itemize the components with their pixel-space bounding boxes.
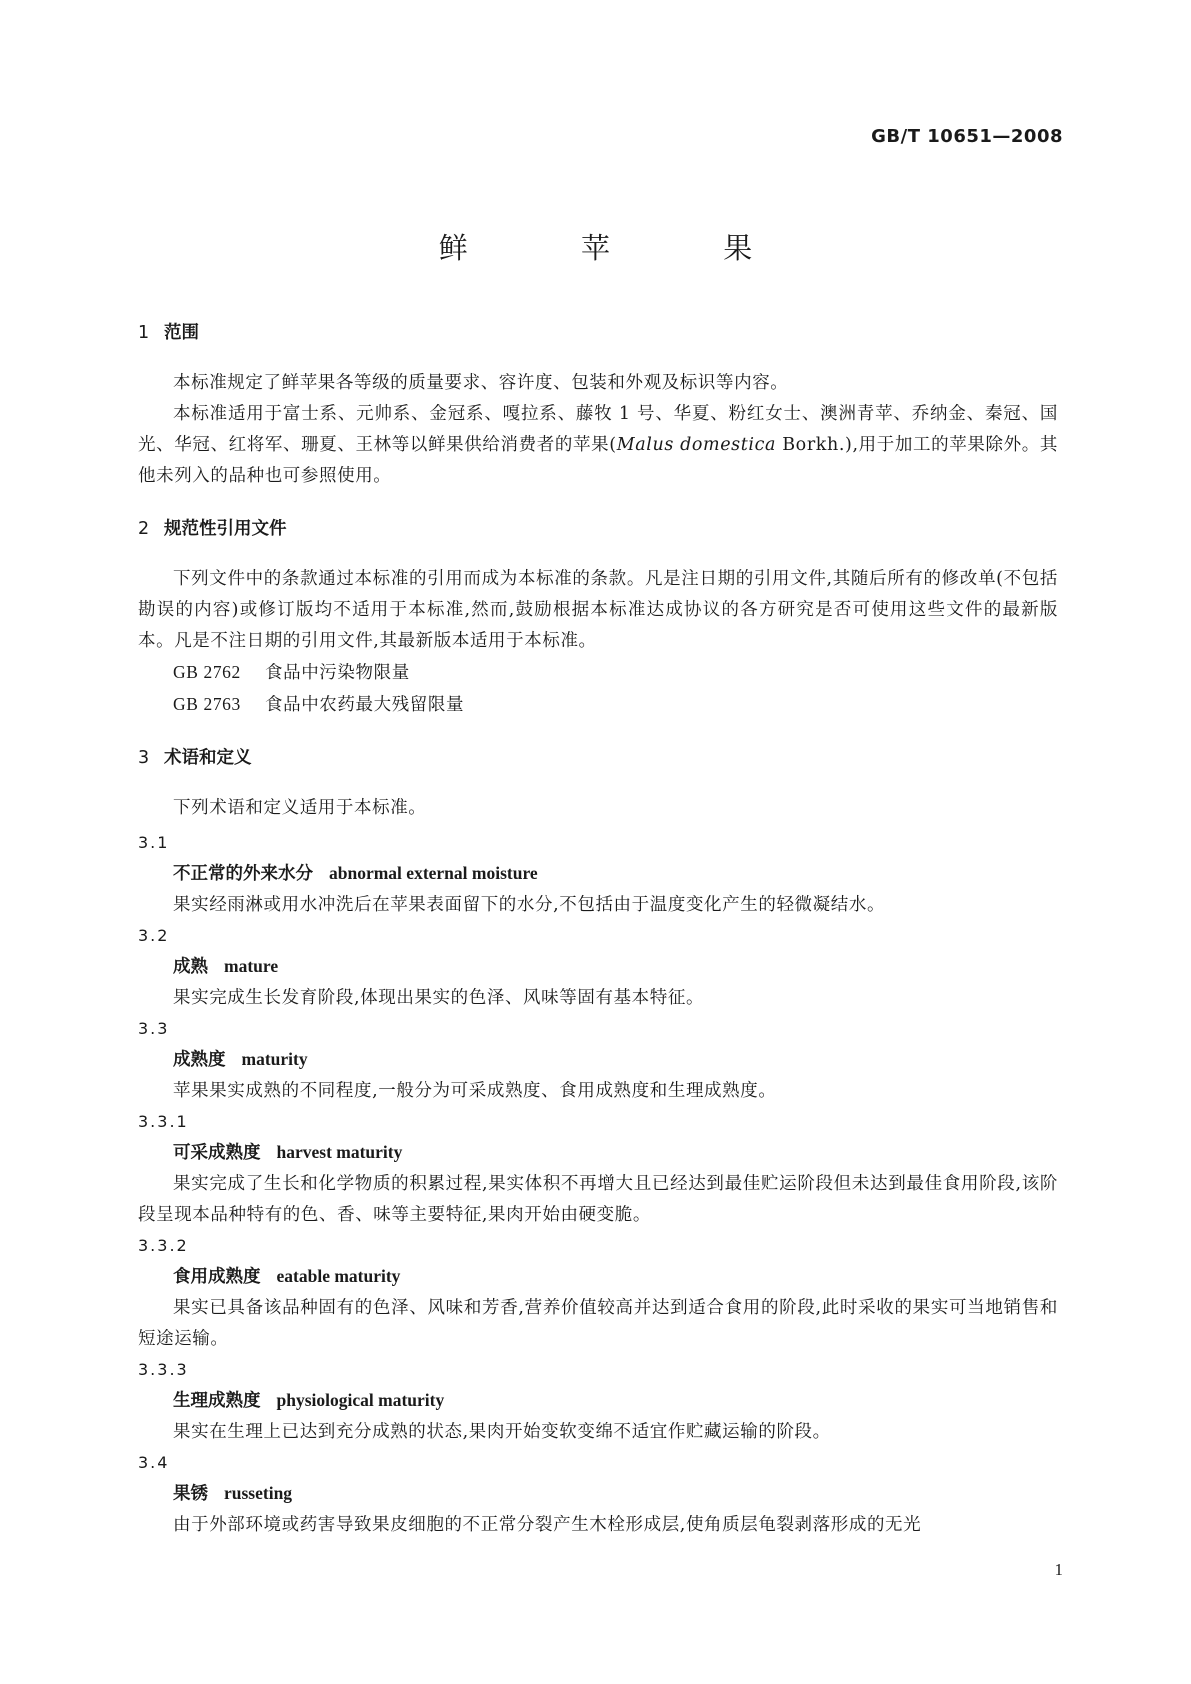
term-name — [138, 1137, 1058, 1169]
term-number: 3.3.2 — [138, 1236, 189, 1255]
section-title: 术语和定义 — [164, 748, 252, 768]
document-title: 鲜 苹 果 — [438, 231, 805, 265]
reference-title: 食品中污染物限量 — [265, 663, 410, 683]
term-definition: 果实经雨淋或用水冲洗后在苹果表面留下的水分,不包括由于温度变化产生的轻微凝结水。 — [173, 895, 886, 915]
term-zh: 可采成熟度 — [173, 1143, 261, 1163]
term-number: 3.4 — [138, 1453, 170, 1472]
paragraph: 本标准规定了鲜苹果各等级的质量要求、容许度、包装和外观及标识等内容。 — [173, 373, 789, 393]
term-name — [138, 1044, 1058, 1076]
paragraph-text: 本标准适用于富士系、元帅系、金冠系、嘎拉系、藤牧 1 号、华夏、粉红女士、澳洲青苹、乔纳金、秦冠、国光、华冠、红将军、珊夏、王林等以鲜果供给消费者的苹果( — [138, 404, 1058, 455]
term-en: harvest maturity — [276, 1142, 403, 1162]
page-number: 1 — [1054, 1560, 1063, 1579]
paragraph-text: Borkh.),用于加工的苹果除外。其他未列入的品种也可参照使用。 — [138, 435, 1058, 486]
term-entry — [138, 1231, 1058, 1355]
term-definition: 果实在生理上已达到充分成熟的状态,果肉开始变软变绵不适宜作贮藏运输的阶段。 — [173, 1422, 831, 1442]
paragraph: 下列术语和定义适用于本标准。 — [173, 798, 427, 818]
reference-code: GB 2762 — [173, 662, 241, 682]
standard-code: GB/T 10651—2008 — [871, 126, 1063, 147]
term-entry — [138, 1107, 1058, 1231]
term-number: 3.3 — [138, 1019, 170, 1038]
term-name — [138, 858, 1058, 890]
term-definition: 果实完成生长发育阶段,体现出果实的色泽、风味等固有基本特征。 — [173, 988, 705, 1008]
term-entry — [138, 828, 1058, 921]
term-zh: 不正常的外来水分 — [173, 864, 313, 884]
term-en: eatable maturity — [276, 1266, 401, 1286]
term-zh: 生理成熟度 — [173, 1391, 261, 1411]
section-number: 2 — [138, 519, 150, 539]
term-entry — [138, 1355, 1058, 1448]
term-en: russeting — [224, 1483, 293, 1503]
term-en: abnormal external moisture — [329, 863, 538, 883]
term-name — [138, 1385, 1058, 1417]
paragraph — [138, 399, 1058, 492]
term-definition: 苹果果实成熟的不同程度,一般分为可采成熟度、食用成熟度和生理成熟度。 — [173, 1081, 777, 1101]
term-definition: 果实完成了生长和化学物质的积累过程,果实体积不再增大且已经达到最佳贮运阶段但未达到最佳食用阶段,该阶段呈现本品种特有的色、香、味等主要特征,果肉开始由硬变脆。 — [138, 1174, 1058, 1225]
section-2-heading — [138, 516, 1058, 542]
term-entry — [138, 921, 1058, 1014]
reference-title: 食品中农药最大残留限量 — [265, 695, 465, 715]
term-number: 3.1 — [138, 833, 170, 852]
paragraph: 下列文件中的条款通过本标准的引用而成为本标准的条款。凡是注日期的引用文件,其随后所有的修改单(不包括勘误的内容)或修订版均不适用于本标准,然而,鼓励根据本标准达成协议的各方研究是否可使用这些文件的最新版本。凡是不注日期的引用文件,其最新版本适用于本标准。 — [138, 569, 1058, 651]
term-zh: 成熟 — [173, 957, 208, 977]
latin-name: Malus domestica — [616, 435, 777, 455]
term-name — [138, 1261, 1058, 1293]
term-entry — [138, 1014, 1058, 1107]
term-en: physiological maturity — [276, 1390, 445, 1410]
reference-item — [138, 689, 1058, 721]
section-1-heading — [138, 320, 1058, 346]
term-number: 3.3.3 — [138, 1360, 189, 1379]
document-body — [138, 320, 1058, 1541]
section-number: 1 — [138, 323, 150, 343]
reference-item — [138, 657, 1058, 689]
term-number: 3.2 — [138, 926, 170, 945]
term-zh: 成熟度 — [173, 1050, 226, 1070]
term-number: 3.3.1 — [138, 1112, 189, 1131]
section-number: 3 — [138, 748, 150, 768]
term-zh: 果锈 — [173, 1484, 208, 1504]
term-en: maturity — [241, 1049, 308, 1069]
term-name — [138, 951, 1058, 983]
term-en: mature — [224, 956, 279, 976]
reference-code: GB 2763 — [173, 694, 241, 714]
term-entry — [138, 1448, 1058, 1541]
section-title: 范围 — [164, 323, 199, 343]
term-zh: 食用成熟度 — [173, 1267, 261, 1287]
section-3-heading — [138, 745, 1058, 771]
term-definition: 果实已具备该品种固有的色泽、风味和芳香,营养价值较高并达到适合食用的阶段,此时采收的果实可当地销售和短途运输。 — [138, 1298, 1058, 1349]
term-definition: 由于外部环境或药害导致果皮细胞的不正常分裂产生木栓形成层,使角质层龟裂剥落形成的无光 — [173, 1515, 922, 1535]
term-name — [138, 1478, 1058, 1510]
section-title: 规范性引用文件 — [164, 519, 287, 539]
